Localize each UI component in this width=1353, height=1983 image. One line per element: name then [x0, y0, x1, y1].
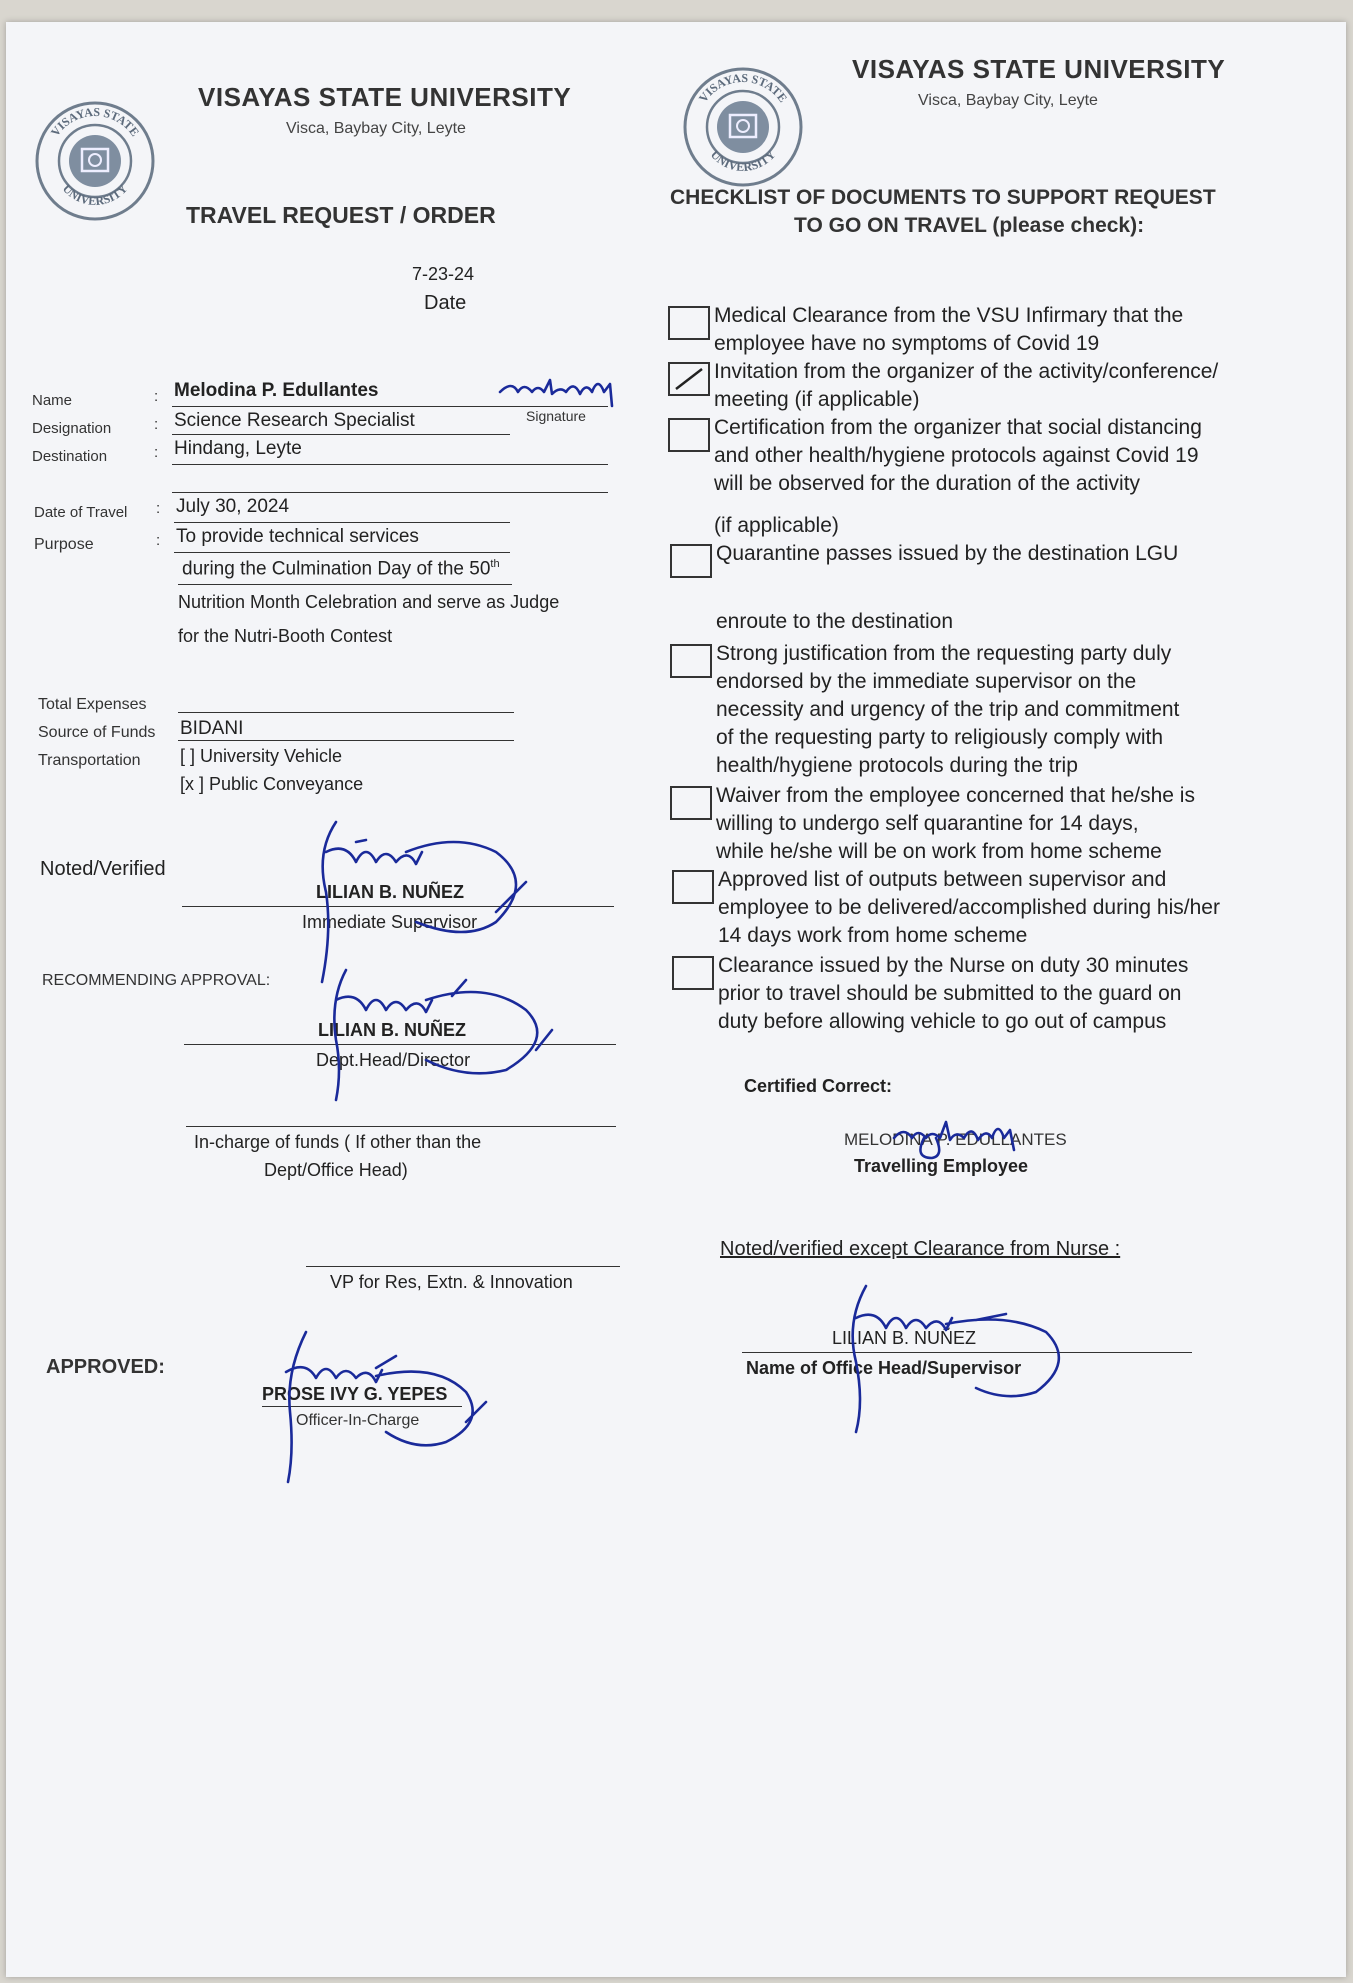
form-title: TRAVEL REQUEST / ORDER	[186, 202, 496, 228]
checklist-item-5-line-3: necessity and urgency of the trip and commitment	[716, 698, 1180, 721]
signature-nunez-3	[826, 1272, 1086, 1442]
checkbox-certification[interactable]	[668, 418, 710, 452]
checklist-item-3-line-3: will be observed for the duration of the activity	[714, 472, 1141, 495]
signature-edullantes-top	[494, 362, 624, 422]
checklist-item-1-line-1: Medical Clearance from the VSU Infirmary that the	[714, 304, 1184, 327]
approved-label: APPROVED:	[46, 1356, 165, 1378]
checklist-item-3-line-1: Certification from the organizer that social distancing	[714, 416, 1202, 439]
recommending-title: Dept.Head/Director	[316, 1050, 471, 1070]
office-head-name: LILIAN B. NUÑEZ	[832, 1328, 977, 1348]
checklist-item-3-line-2: and other health/hygiene protocols against Covid 19	[714, 444, 1199, 467]
date-label: Date	[424, 292, 467, 314]
noted-name: LILIAN B. NUÑEZ	[316, 882, 464, 902]
certified-name: MELODINA P. EDULLANTES	[844, 1130, 1067, 1149]
date-value: 7-23-24	[412, 264, 475, 284]
checkbox-waiver[interactable]	[670, 786, 712, 820]
funds-incharge-line-2: Dept/Office Head)	[264, 1160, 408, 1180]
checkbox-quarantine-passes[interactable]	[670, 544, 712, 578]
checklist-item-7-line-2: employee to be delivered/accomplished during his/her	[718, 896, 1220, 919]
total-expenses-label: Total Expenses	[38, 696, 147, 713]
source-of-funds-label: Source of Funds	[38, 724, 156, 741]
signature-yepes	[246, 1312, 506, 1492]
university-address-right: Visca, Baybay City, Leyte	[918, 92, 1098, 109]
university-name-left: VISAYAS STATE UNIVERSITY	[198, 82, 572, 112]
checklist-item-3-line-4: (if applicable)	[714, 514, 839, 537]
checklist-item-2-line-1: Invitation from the organizer of the activity/conference/	[714, 360, 1219, 383]
checkbox-approved-outputs[interactable]	[672, 870, 714, 904]
document-page: VISAYAS STATE UNIVERSITY VISAYAS STATE UNIVERSITY VISAYAS STATE UNIVERSITY Visca, Baybay City, Leyte TRAVEL REQUEST / ORDER 7-23-24 Date Name : Melodina P. Edullantes Signature Designation : Science Research Specialist Destination : Hindang, Leyte Date of Travel : July 30, 2024 Purpose : To provide technical services during the Culmination Day of the 50th Nutrition Month Celebration and serve as Judge for the Nutri-Booth Contest Total Expenses Source of Funds BIDANI Transportation [ ] University Vehicle [x ] Public Conveyance Noted/Verified LILIAN B. NUÑEZ Immediate Supervisor RECOMMENDING APPROVAL: LILIAN B. NUÑEZ Dept.Head/Director In-charge of funds ( If other than the Dept/Office Head) VP for Res, Extn. & Innovation APPROVED: PROSE IVY G. YEPES Officer-In-Charge VISAYAS STATE UNIVERSITY Visca, Baybay City, Leyte CHECKLIST OF DOCUMENTS TO SUPPORT REQUEST TO GO ON TRAVEL (please check): Medical Clearance from the VSU Infirmary that the employee have no symptoms of Covid 19 Invitation from the organizer of the activity/conference/ meeting (if applicable) Certification from the organizer that social distancing and other health/hygiene protocols against Covid 19 will be observed for the duration of the activity (if applicable) Quarantine passes issued by the destination LGU enroute to the destination Strong justification from the requesting party duly endorsed by the immediate supervisor on the necessity and urgency of the trip and commitment of the requesting party to religiously comply with health/hygiene protocols during the trip Waiver from the employee concerned that he/she is willing to undergo self quarantine for 14 days, while he/she will be on work from home scheme Approved list of outputs between supervisor and employee to be delivered/accomplished during his/her 14 days work from home scheme Clearance issued by the Nurse on duty 30 minutes prior to travel should be submitted to the guard on duty before allowing vehicle to go out of campus Certified Correct: MELODINA P. EDULLANTES Travelling Employee Noted/verified except Clearance from Nurse : LILIAN B. NUÑEZ Name of Office Head/Supervisor	[6, 22, 1346, 1977]
purpose-line-4: for the Nutri-Booth Contest	[178, 626, 393, 646]
university-seal-left	[34, 100, 156, 222]
date-of-travel-label: Date of Travel	[34, 504, 128, 521]
designation-label: Designation	[32, 420, 112, 437]
signature-label: Signature	[526, 408, 586, 424]
noted-verified-label: Noted/Verified	[40, 858, 166, 880]
svg-text:UNIVERSITY: UNIVERSITY	[59, 181, 131, 209]
name-value: Melodina P. Edullantes	[174, 380, 379, 401]
checkbox-nurse-clearance[interactable]	[672, 956, 714, 990]
svg-text:UNIVERSITY: UNIVERSITY	[707, 147, 779, 175]
certified-title: Travelling Employee	[854, 1156, 1029, 1176]
transportation-label: Transportation	[38, 752, 141, 769]
svg-text:VISAYAS STATE: VISAYAS STATE	[695, 70, 791, 105]
certified-correct-label: Certified Correct:	[744, 1076, 893, 1096]
noted-except-nurse: Noted/verified except Clearance from Nurse :	[720, 1238, 1121, 1260]
approved-name: PROSE IVY G. YEPES	[262, 1384, 448, 1404]
checklist-item-1-line-2: employee have no symptoms of Covid 19	[714, 332, 1100, 355]
checklist-item-4-line-1: Quarantine passes issued by the destination LGU	[716, 542, 1179, 565]
signature-nunez-2	[306, 950, 576, 1110]
checklist-title-1: CHECKLIST OF DOCUMENTS TO SUPPORT REQUEST	[670, 186, 1216, 209]
purpose-line-2: during the Culmination Day of the 50th	[182, 558, 500, 580]
checklist-item-8-line-1: Clearance issued by the Nurse on duty 30 minutes	[718, 954, 1189, 977]
checklist-item-6-line-2: willing to undergo self quarantine for 14 days,	[716, 812, 1139, 835]
checklist-item-7-line-3: 14 days work from home scheme	[718, 924, 1028, 947]
signature-edullantes-certified	[884, 1108, 1044, 1168]
recommending-approval-label: RECOMMENDING APPROVAL:	[42, 972, 271, 989]
check-mark-icon	[670, 364, 708, 394]
funds-incharge-line-1: In-charge of funds ( If other than the	[194, 1132, 482, 1152]
purpose-line-1: To provide technical services	[176, 526, 419, 547]
transport-option-university: [ ] University Vehicle	[180, 746, 343, 766]
checklist-item-5-line-2: endorsed by the immediate supervisor on the	[716, 670, 1137, 693]
destination-label: Destination	[32, 448, 108, 465]
checklist-item-7-line-1: Approved list of outputs between supervisor and	[718, 868, 1167, 891]
purpose-line-3: Nutrition Month Celebration and serve as Judge	[178, 592, 560, 612]
checklist-item-5-line-1: Strong justification from the requesting party duly	[716, 642, 1172, 665]
svg-text:VISAYAS STATE: VISAYAS STATE	[47, 104, 143, 139]
purpose-label: Purpose	[34, 536, 94, 553]
office-head-title: Name of Office Head/Supervisor	[746, 1358, 1022, 1378]
destination-value: Hindang, Leyte	[174, 438, 302, 459]
vp-label: VP for Res, Extn. & Innovation	[330, 1272, 573, 1292]
date-of-travel-value: July 30, 2024	[176, 496, 290, 517]
checklist-title-2: TO GO ON TRAVEL (please check):	[794, 214, 1145, 237]
checkbox-invitation[interactable]	[668, 362, 710, 396]
noted-title: Immediate Supervisor	[302, 912, 478, 932]
checklist-item-6-line-1: Waiver from the employee concerned that he/she is	[716, 784, 1195, 807]
university-name-right: VISAYAS STATE UNIVERSITY	[852, 54, 1226, 84]
checklist-item-5-line-5: health/hygiene protocols during the trip	[716, 754, 1078, 777]
checklist-item-5-line-4: of the requesting party to religiously comply with	[716, 726, 1164, 749]
designation-value: Science Research Specialist	[174, 410, 415, 431]
source-of-funds-value: BIDANI	[180, 718, 244, 739]
checklist-item-8-line-3: duty before allowing vehicle to go out of campus	[718, 1010, 1167, 1033]
recommending-name: LILIAN B. NUÑEZ	[318, 1020, 466, 1040]
university-seal-right	[682, 66, 804, 188]
checklist-item-4-line-3: enroute to the destination	[716, 610, 954, 633]
checkbox-medical-clearance[interactable]	[668, 306, 710, 340]
transport-option-public: [x ] Public Conveyance	[180, 774, 364, 794]
checkbox-strong-justification[interactable]	[670, 644, 712, 678]
checklist-item-6-line-3: while he/she will be on work from home scheme	[716, 840, 1162, 863]
checklist-item-2-line-2: meeting (if applicable)	[714, 388, 920, 411]
name-label: Name	[32, 392, 73, 409]
approved-title: Officer-In-Charge	[296, 1412, 420, 1429]
university-address-left: Visca, Baybay City, Leyte	[286, 120, 466, 137]
checklist-item-8-line-2: prior to travel should be submitted to the guard on	[718, 982, 1182, 1005]
